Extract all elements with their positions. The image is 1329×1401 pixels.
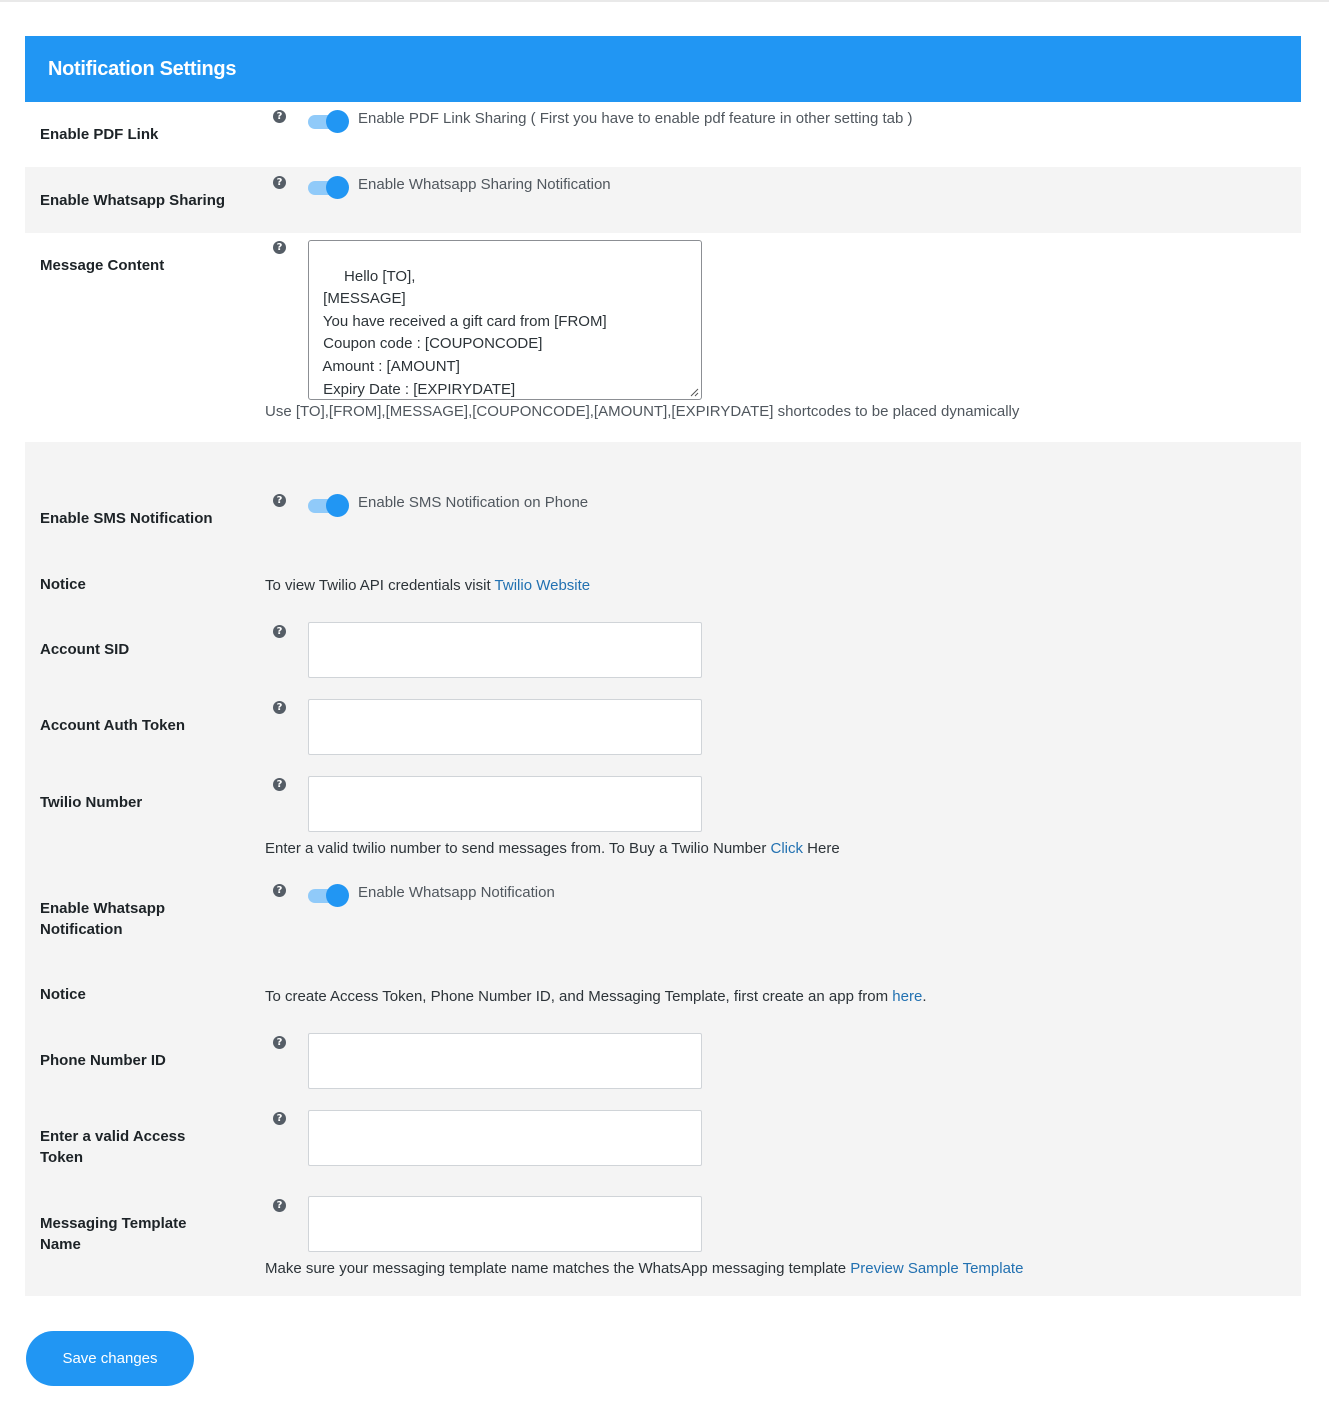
help-icon[interactable]: ?: [273, 778, 286, 791]
create-app-link[interactable]: here: [892, 988, 923, 1005]
twilio-number-input[interactable]: [308, 776, 702, 832]
row-enable-sms: [25, 486, 1301, 551]
twilio-number-hint: Enter a valid twilio number to send messages from. To Buy a Twilio Number Click Here: [265, 840, 840, 857]
notification-settings-panel: [25, 36, 1301, 1296]
message-content-hint: Use [TO],[FROM],[MESSAGE],[COUPONCODE],[AMOUNT],[EXPIRYDATE] shortcodes to be placed dynamically: [265, 403, 1020, 420]
help-icon[interactable]: ?: [273, 494, 286, 507]
row-enable-pdf-link: [25, 102, 1301, 167]
label-notice: Notice: [40, 576, 86, 593]
row-message-content: [25, 233, 1301, 442]
messaging-template-name-input[interactable]: [308, 1196, 702, 1252]
phone-number-id-input[interactable]: [308, 1033, 702, 1089]
help-icon[interactable]: ?: [273, 241, 286, 254]
whatsapp-notification-toggle[interactable]: [308, 883, 350, 907]
label-auth-token: Account Auth Token: [40, 717, 185, 734]
label-enable-whatsapp-sharing: Enable Whatsapp Sharing: [40, 192, 226, 209]
sms-toggle[interactable]: [308, 493, 350, 517]
label-enable-sms: Enable SMS Notification: [40, 510, 213, 527]
template-name-hint: Make sure your messaging template name matches the WhatsApp messaging template Preview Sample Template: [265, 1260, 1024, 1277]
help-icon[interactable]: ?: [273, 884, 286, 897]
label-messaging-template-name: Messaging Template Name: [40, 1215, 187, 1253]
message-content-textarea[interactable]: [308, 240, 702, 400]
row-enable-whatsapp-sharing: [25, 167, 1301, 233]
help-icon[interactable]: ?: [273, 176, 286, 189]
help-icon[interactable]: ?: [273, 1199, 286, 1212]
top-divider: [0, 0, 1329, 2]
whatsapp-notification-description: Enable Whatsapp Notification: [358, 884, 555, 901]
auth-token-input[interactable]: [308, 699, 702, 755]
account-sid-input[interactable]: [308, 622, 702, 678]
buy-twilio-number-link[interactable]: Click: [770, 840, 804, 857]
pdf-link-toggle[interactable]: [308, 109, 350, 133]
help-icon[interactable]: ?: [273, 625, 286, 638]
row-whatsapp-notice: [25, 962, 1301, 1027]
help-icon[interactable]: ?: [273, 1112, 286, 1125]
access-token-input[interactable]: [308, 1110, 702, 1166]
row-twilio-notice: [25, 551, 1301, 617]
label-twilio-number: Twilio Number: [40, 794, 143, 811]
pdf-link-description: Enable PDF Link Sharing ( First you have to enable pdf feature in other setting tab ): [358, 110, 913, 127]
message-content-value: Hello [TO], [MESSAGE] You have received a gift card from [FROM] Coupon code : [COUPONCODE] Amount : [AMOUNT] Expiry Date : [EXPIRYDATE]: [322, 267, 607, 398]
sms-description: Enable SMS Notification on Phone: [358, 494, 589, 511]
row-phone-number-id: [25, 1027, 1301, 1104]
label-access-token: Enter a valid Access Token: [40, 1128, 186, 1166]
label-message-content: Message Content: [40, 257, 165, 274]
row-messaging-template-name: [25, 1191, 1301, 1296]
help-icon[interactable]: ?: [273, 701, 286, 714]
section-spacer: [25, 442, 1301, 486]
row-access-token: [25, 1104, 1301, 1191]
label-phone-number-id: Phone Number ID: [40, 1052, 166, 1069]
help-icon[interactable]: ?: [273, 110, 286, 123]
label-enable-whatsapp-notification: Enable Whatsapp Notification: [40, 900, 166, 938]
whatsapp-sharing-description: Enable Whatsapp Sharing Notification: [358, 176, 611, 193]
whatsapp-sharing-toggle[interactable]: [308, 175, 350, 199]
label-enable-pdf-link: Enable PDF Link: [40, 126, 159, 143]
row-enable-whatsapp-notification: [25, 876, 1301, 962]
save-changes-button[interactable]: Save changes: [26, 1331, 194, 1386]
row-auth-token: [25, 693, 1301, 770]
preview-sample-template-link[interactable]: Preview Sample Template: [850, 1260, 1024, 1277]
help-icon[interactable]: ?: [273, 1036, 286, 1049]
panel-title: Notification Settings: [25, 36, 1301, 102]
label-account-sid: Account SID: [40, 641, 130, 658]
row-twilio-number: [25, 770, 1301, 876]
twilio-website-link[interactable]: Twilio Website: [494, 577, 591, 594]
row-account-sid: [25, 617, 1301, 693]
label-notice: Notice: [40, 986, 86, 1003]
whatsapp-notice-text: To create Access Token, Phone Number ID, and Messaging Template, first create an app from here.: [265, 988, 927, 1005]
twilio-notice-text: To view Twilio API credentials visit Twilio Website: [265, 577, 591, 594]
resize-handle-icon[interactable]: [690, 388, 699, 397]
